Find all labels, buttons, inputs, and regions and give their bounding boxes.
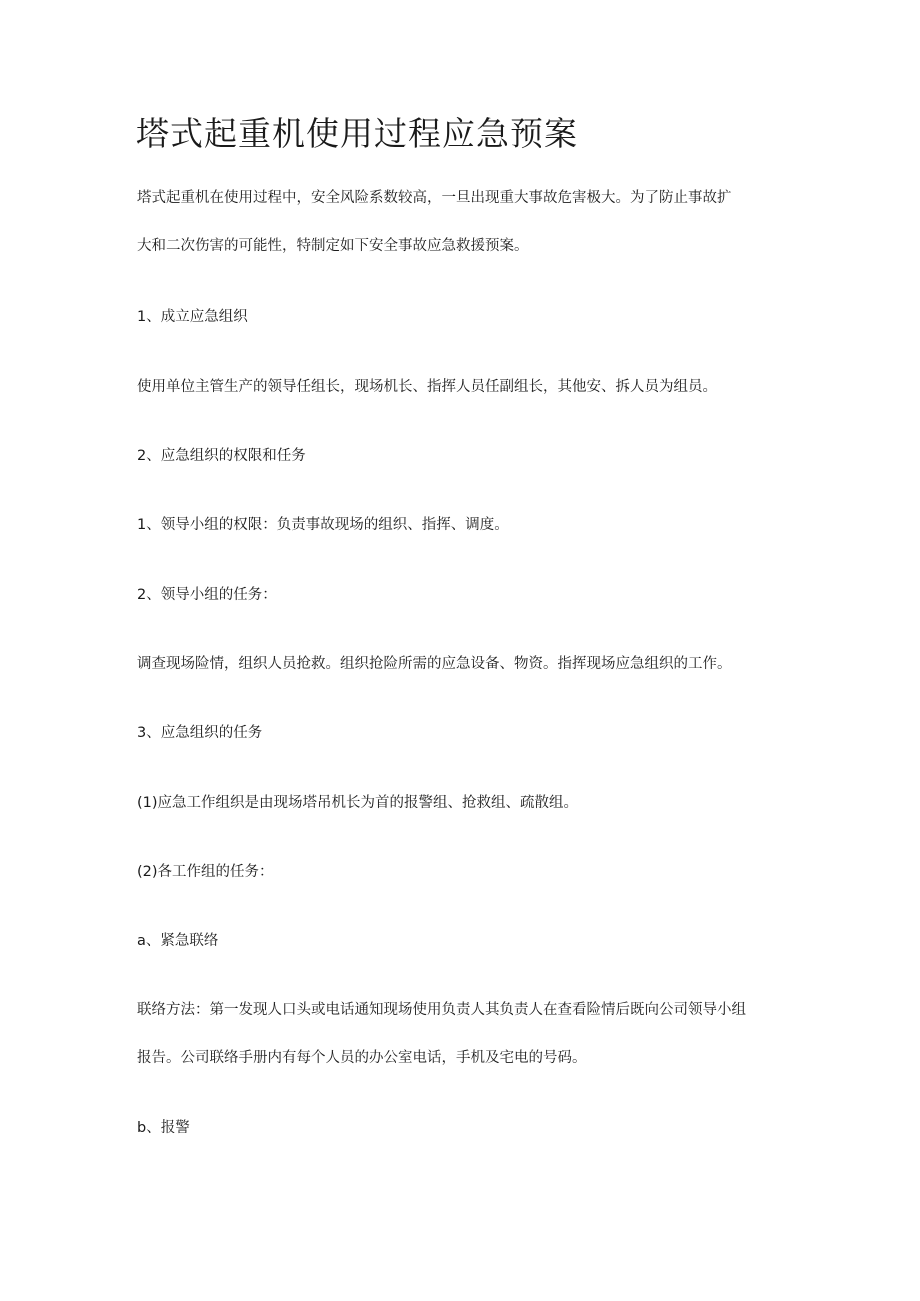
item-work-groups: (1)应急工作组织是由现场塔吊机长为首的报警组、抢救组、疏散组。 <box>137 795 579 811</box>
paragraph-leader-tasks: 调查现场险情，组织人员抢救。组织抢险所需的应急设备、物资。指挥现场应急组织的工作。 <box>137 656 732 672</box>
subitem-emergency-contact: a、紧急联络 <box>137 933 219 949</box>
item-leader-authority: 1、领导小组的权限：负责事故现场的组织、指挥、调度。 <box>137 517 509 533</box>
contact-method-line-1: 联络方法：第一发现人口头或电话通知现场使用负责人其负责人在查看险情后既向公司领导小组 <box>137 1002 746 1018</box>
section-heading-3: 3、应急组织的任务 <box>137 725 263 741</box>
intro-line-1: 塔式起重机在使用过程中，安全风险系数较高，一旦出现重大事故危害极大。为了防止事故扩 <box>137 190 732 206</box>
document-title: 塔式起重机使用过程应急预案 <box>136 114 578 153</box>
contact-method-line-2: 报告。公司联络手册内有每个人员的办公室电话，手机及宅电的号码。 <box>137 1050 587 1066</box>
item-leader-tasks: 2、领导小组的任务： <box>137 587 277 603</box>
section-heading-2: 2、应急组织的权限和任务 <box>137 448 306 464</box>
section-heading-1: 1、成立应急组织 <box>137 309 248 325</box>
item-group-tasks: (2)各工作组的任务： <box>137 864 274 880</box>
paragraph-organization: 使用单位主管生产的领导任组长，现场机长、指挥人员任副组长，其他安、拆人员为组员。 <box>137 379 717 395</box>
subitem-alarm: b、报警 <box>137 1120 190 1136</box>
intro-line-2: 大和二次伤害的可能性，特制定如下安全事故应急救援预案。 <box>137 238 529 254</box>
